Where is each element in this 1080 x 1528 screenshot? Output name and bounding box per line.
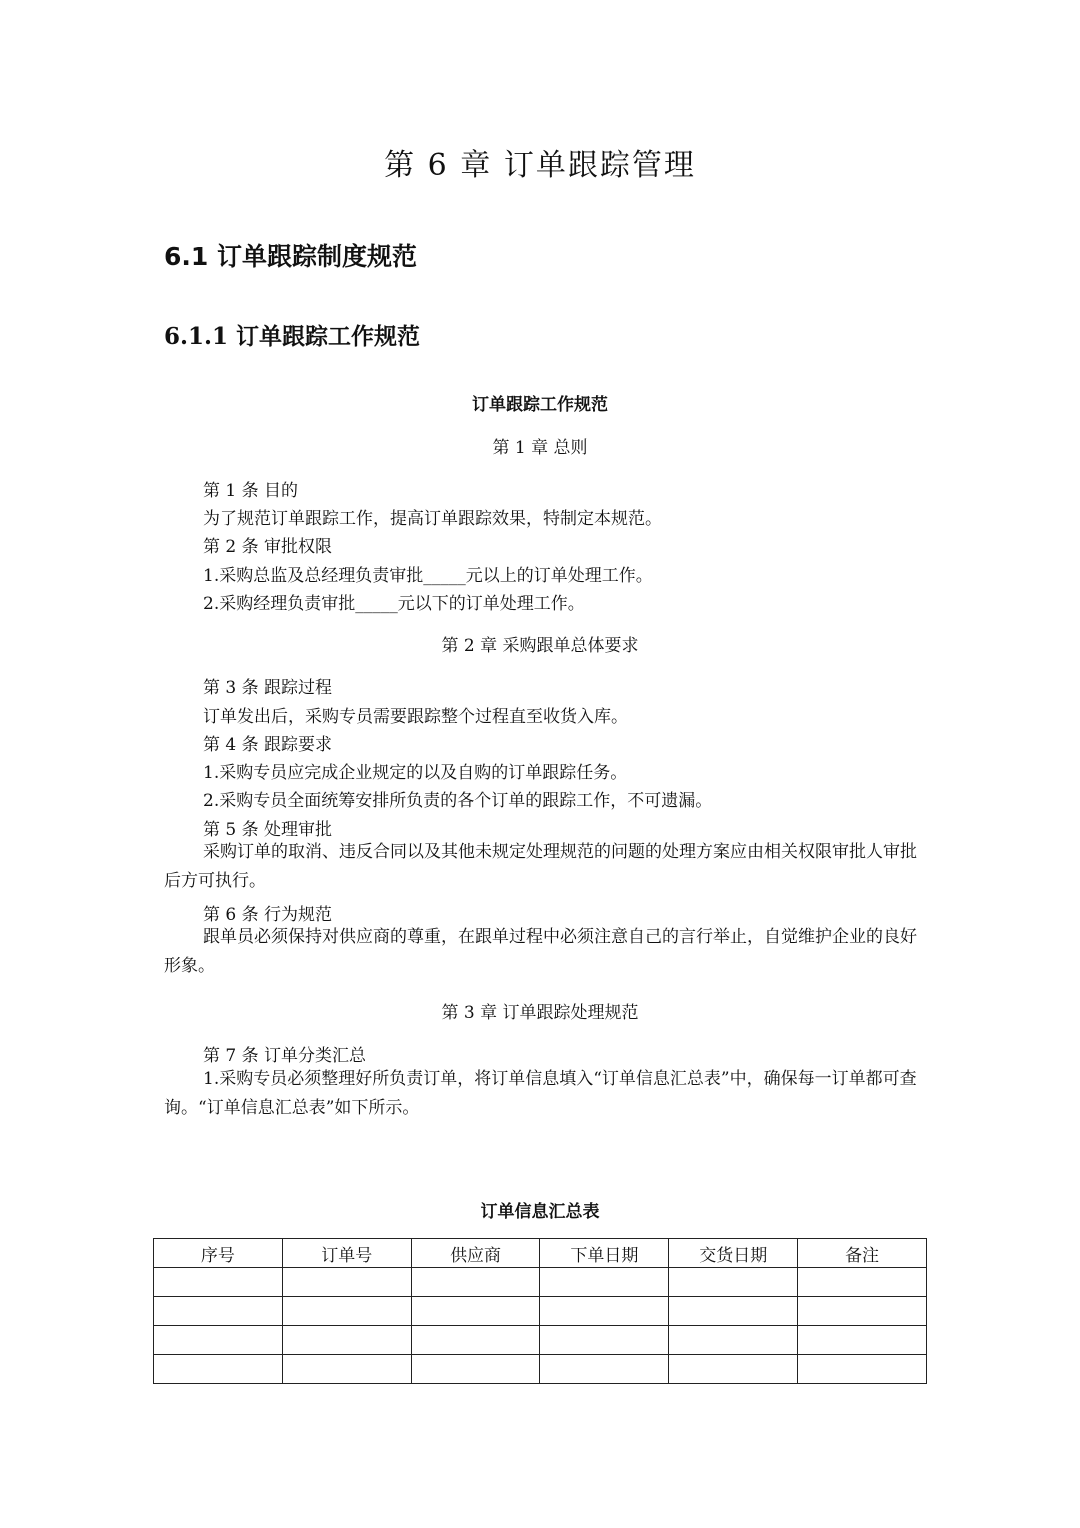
article-5-heading: 第 5 条 处理审批 <box>203 820 333 840</box>
table-row <box>154 1297 927 1326</box>
table-cell <box>798 1297 927 1326</box>
table-cell <box>282 1297 411 1326</box>
article-7-text: 1.采购专员必须整理好所负责订单，将订单信息填入“订单信息汇总表”中，确保每一订单都可查询。“订单信息汇总表”如下所示。 <box>164 1069 917 1118</box>
table-cell <box>154 1268 283 1297</box>
table-cell <box>411 1355 540 1384</box>
table-header-row <box>154 1239 927 1268</box>
article-3-text: 订单发出后，采购专员需要跟踪整个过程直至收货入库。 <box>203 707 628 727</box>
order-summary-table <box>153 1238 927 1384</box>
table-cell <box>540 1297 669 1326</box>
table-cell <box>540 1268 669 1297</box>
table-title: 订单信息汇总表 <box>480 1202 600 1222</box>
article-5-text: 采购订单的取消、违反合同以及其他未规定处理规范的问题的处理方案应由相关权限审批人审批后方可执行。 <box>164 842 917 891</box>
table-cell <box>154 1326 283 1355</box>
article-6-heading: 第 6 条 行为规范 <box>203 905 333 925</box>
header-remarks: 备注 <box>798 1239 927 1268</box>
document-title: 订单跟踪工作规范 <box>472 395 608 415</box>
header-order-date: 下单日期 <box>540 1239 669 1268</box>
table-cell <box>669 1297 798 1326</box>
table-cell <box>798 1326 927 1355</box>
table-row <box>154 1355 927 1384</box>
article-2-heading: 第 2 条 审批权限 <box>203 537 333 557</box>
table-cell <box>669 1355 798 1384</box>
table-cell <box>411 1297 540 1326</box>
article-4-item-1: 1.采购专员应完成企业规定的以及自购的订单跟踪任务。 <box>203 763 628 783</box>
table-cell <box>411 1268 540 1297</box>
header-order-no: 订单号 <box>282 1239 411 1268</box>
table-cell <box>540 1326 669 1355</box>
header-supplier: 供应商 <box>411 1239 540 1268</box>
section-title: 6.1 订单跟踪制度规范 <box>164 242 417 271</box>
table-row <box>154 1268 927 1297</box>
article-2-item-1: 1.采购总监及总经理负责审批_____元以上的订单处理工作。 <box>203 566 653 586</box>
article-6-text: 跟单员必须保持对供应商的尊重，在跟单过程中必须注意自己的言行举止，自觉维护企业的良好形象。 <box>164 927 917 976</box>
table-cell <box>154 1355 283 1384</box>
article-7-heading: 第 7 条 订单分类汇总 <box>203 1046 367 1066</box>
header-delivery-date: 交货日期 <box>669 1239 798 1268</box>
table-cell <box>669 1268 798 1297</box>
table-cell <box>411 1326 540 1355</box>
table-cell <box>540 1355 669 1384</box>
table-cell <box>282 1268 411 1297</box>
table-cell <box>669 1326 798 1355</box>
article-2-item-2: 2.采购经理负责审批_____元以下的订单处理工作。 <box>203 594 585 614</box>
chapter-title: 第 6 章 订单跟踪管理 <box>384 148 696 183</box>
doc-chapter-2-heading: 第 2 章 采购跟单总体要求 <box>441 636 639 656</box>
article-1-heading: 第 1 条 目的 <box>203 481 299 501</box>
table-cell <box>282 1326 411 1355</box>
subsection-title: 6.1.1 订单跟踪工作规范 <box>164 323 421 350</box>
article-1-text: 为了规范订单跟踪工作，提高订单跟踪效果，特制定本规范。 <box>203 509 662 529</box>
article-3-heading: 第 3 条 跟踪过程 <box>203 678 333 698</box>
table-cell <box>154 1297 283 1326</box>
article-4-heading: 第 4 条 跟踪要求 <box>203 735 333 755</box>
table-cell <box>798 1355 927 1384</box>
article-4-item-2: 2.采购专员全面统筹安排所负责的各个订单的跟踪工作，不可遗漏。 <box>203 791 713 811</box>
table-cell <box>282 1355 411 1384</box>
table-row <box>154 1326 927 1355</box>
doc-chapter-1-heading: 第 1 章 总则 <box>492 438 588 458</box>
doc-chapter-3-heading: 第 3 章 订单跟踪处理规范 <box>441 1003 639 1023</box>
header-serial: 序号 <box>154 1239 283 1268</box>
table-cell <box>798 1268 927 1297</box>
